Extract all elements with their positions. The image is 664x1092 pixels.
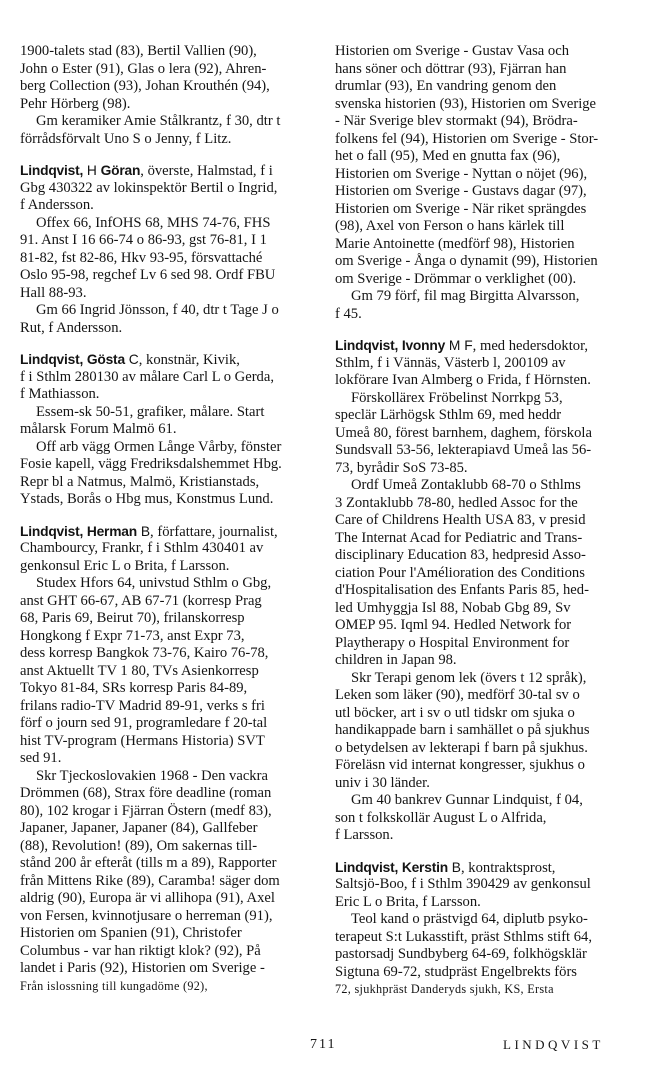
text-line: Ystads, Borås o Hbg mus, Konstmus Lund. xyxy=(20,491,274,507)
entry-surname: Lindqvist, xyxy=(335,859,399,875)
text-line: aldrig (90), Europa är vi allihopa (91), Axel xyxy=(20,890,275,906)
text-line: om Sverige - Ånga o dynamit (99), Historien xyxy=(335,253,598,269)
entry-kerstin xyxy=(335,859,631,999)
entry-given-name: Herman xyxy=(86,523,137,539)
text-line: Studex Hfors 64, univstud Sthlm o Gbg, xyxy=(36,575,272,591)
text-line: 1900-talets stad (83), Bertil Vallien (90), xyxy=(20,43,257,59)
page-number: 711 xyxy=(310,1037,337,1052)
entry-surname: Lindqvist, xyxy=(335,338,399,353)
text-line: Tokyo 81-84, SRs korresp Paris 84-89, xyxy=(20,680,248,696)
text-line: lokförare Ivan Almberg o Frida, f Hörnsten. xyxy=(335,372,591,388)
entry-heading xyxy=(335,859,631,877)
text-line: om Sverige - Drömmar o verklighet (00). xyxy=(335,270,577,287)
text-line: son t folkskollär August L o Alfrida, xyxy=(335,809,547,826)
entry-title: , konstnär, Kivik, xyxy=(138,352,240,368)
text-line: svenska historien (93), Historien om Sverige xyxy=(335,95,597,112)
entry-initial: M F xyxy=(445,338,473,353)
text-line: Gm 66 Ingrid Jönsson, f 40, dtr t Tage J o xyxy=(36,302,279,318)
text-line: f Andersson. xyxy=(20,197,94,213)
text-line: Drömmen (68), Strax före deadline (roman xyxy=(20,785,272,801)
text-line: Historien om Sverige - Nyttan o nöjet (96), xyxy=(335,165,588,182)
entry-title: , kontraktsprost, xyxy=(461,859,556,876)
text-line: Off arb vägg Ormen Långe Vårby, fönster xyxy=(36,438,282,455)
text-line: hans söner och döttrar (93), Fjärran han xyxy=(335,60,567,77)
entry-surname: Lindqvist, xyxy=(20,352,84,367)
text-line: 91. Anst I 16 66-74 o 86-93, gst 76-81, I 1 xyxy=(20,232,267,248)
text-line: Sundsvall 53-56, lekterapiavd Umeå las 56- xyxy=(335,442,592,458)
text-line: från Mittens Rike (89), Caramba! säger dom xyxy=(20,872,280,889)
text-line: målarsk Forum Malmö 61. xyxy=(20,421,177,437)
text-line: pastorsadj Sundbyberg 64-69, folkhögsklär xyxy=(335,946,587,962)
text-line: children in Japan 98. xyxy=(335,652,457,668)
text-line: von Fersen, kvinnotjusare o herreman (91), xyxy=(20,907,273,924)
text-line: folkens fel (94), Historien om Sverige - Stor- xyxy=(335,130,599,147)
text-line: disciplinary Education 83, hedpresid Asso- xyxy=(335,547,586,563)
text-line: (98), Axel von Ferson o hans kärlek till xyxy=(335,218,565,234)
text-line: anst Aktuellt TV 1 80, TVs Asienkorresp xyxy=(20,662,259,679)
text-line: Hall 88-93. xyxy=(20,284,87,301)
text-line: John o Ester (91), Glas o lera (92), Ahren- xyxy=(20,60,267,77)
text-line: o betydelsen av lekterapi f barn på sjukhus. xyxy=(335,739,588,756)
text-line: 72, sjukhpräst Danderyds sjukh, KS, Ersta xyxy=(335,982,554,996)
text-line: led Umhyggja Isl 88, Nobab Gbg 89, Sv xyxy=(335,599,571,616)
text-line: Fosie kapell, vägg Fredriksdalshemmet Hbg. xyxy=(20,456,282,472)
text-line: Essem-sk 50-51, grafiker, målare. Start xyxy=(36,403,265,420)
running-head: LINDQVIST xyxy=(503,1037,604,1052)
text-line: Chambourcy, Frankr, f i Sthlm 430401 av xyxy=(20,540,264,556)
entry-given-name: Kerstin xyxy=(401,859,448,875)
text-line: Saltsjö-Boo, f i Sthlm 390429 av genkonsul xyxy=(335,876,591,892)
entry-initial: C xyxy=(124,352,139,367)
text-line: Japaner, Japaner, Japaner (84), Gallfeber xyxy=(20,820,258,836)
text-line: Marie Antoinette (medförf 98), Historien xyxy=(335,235,575,252)
entry-title: , överste, Halmstad, f i xyxy=(140,163,273,179)
entry-given-name: Ivonny xyxy=(401,338,446,353)
text-line: genkonsul Eric L o Brita, f Larsson. xyxy=(20,557,230,574)
text-line: förf o journ sed 91, programledare f 20-tal xyxy=(20,715,268,731)
text-line: utl böcker, art i sv o utl tidskr om sjuka o xyxy=(335,704,575,721)
text-line: Sthlm, f i Vännäs, Västerb l, 200109 av xyxy=(335,354,566,371)
text-line: 80), 102 krogar i Fjärran Östern (medf 83), xyxy=(20,802,272,819)
text-line: Historien om Sverige - När riket sprängdes xyxy=(335,200,587,217)
text-line: Skr Terapi genom lek (övers t 12 språk), xyxy=(351,669,587,686)
text-line: handikappade barn i samhället o på sjukhus xyxy=(335,722,590,738)
entry-heading xyxy=(20,162,316,180)
entry-surname: Lindqvist, xyxy=(20,523,84,539)
text-line: 81-82, fst 82-86, Hkv 93-95, försvattaché xyxy=(20,249,263,266)
entry-initial: B xyxy=(137,523,151,539)
text-line: Columbus - var han riktigt klok? (92), På xyxy=(20,942,261,959)
text-line: - När Sverige blev stormakt (94), Brödra- xyxy=(335,113,578,129)
text-line: Offex 66, InfOHS 68, MHS 74-76, FHS xyxy=(36,214,271,231)
text-line: drumlar (93), En vandring genom den xyxy=(335,78,557,94)
text-line: Från islossning till kungadöme (92), xyxy=(20,978,208,993)
text-line: frilans radio-TV Madrid 89-91, verks s fri xyxy=(20,697,265,714)
text-line: Gbg 430322 av lokinspektör Bertil o Ingrid, xyxy=(20,179,278,196)
entry-heading xyxy=(20,351,316,369)
text-line: Historien om Spanien (91), Christofer xyxy=(20,925,242,941)
text-line: f 45. xyxy=(335,305,362,322)
text-line: sed 91. xyxy=(20,750,62,766)
text-line: 3 Zontaklubb 78-80, hedled Assoc for the xyxy=(335,494,578,511)
entry-initial: H xyxy=(86,163,101,178)
text-line: Gm 40 bankrev Gunnar Lindquist, f 04, xyxy=(351,792,583,808)
text-line: dess korresp Bangkok 73-76, Kairo 76-78, xyxy=(20,645,269,661)
text-line: 68, Paris 69, Beirut 70), frilanskorresp xyxy=(20,610,245,626)
text-line: Playtherapy o Hospital Environment for xyxy=(335,634,570,651)
text-line: stånd 200 år efteråt (tills m a 89), Rapporter xyxy=(20,855,277,871)
text-line: speclär Lärhögsk Sthlm 69, med heddr xyxy=(335,407,562,423)
text-line: Hongkong f Expr 71-73, anst Expr 73, xyxy=(20,627,245,644)
text-line: förrådsförvalt Uno S o Jenny, f Litz. xyxy=(20,130,232,147)
text-line: 73, byrådir SoS 73-85. xyxy=(335,459,468,476)
text-line: terapeut S:t Lukasstift, präst Sthlms stift 64, xyxy=(335,928,592,945)
text-line: anst GHT 66-67, AB 67-71 (korresp Prag xyxy=(20,592,262,609)
entry-surname: Lindqvist, xyxy=(20,163,84,178)
entry-given-name: Gösta xyxy=(86,352,125,367)
entry-heading xyxy=(20,523,316,541)
text-line: Oslo 95-98, regchef Lv 6 sed 98. Ordf FBU xyxy=(20,267,276,283)
entry-goran xyxy=(20,162,316,337)
text-line: The Internat Acad for Pediatric and Trans- xyxy=(335,529,583,546)
text-line: berg Collection (93), Johan Krouthén (94), xyxy=(20,78,270,94)
text-line: Föreläsn vid internat kongresser, sjukhus o xyxy=(335,757,585,773)
text-line: Rut, f Andersson. xyxy=(20,319,123,336)
text-line: Gm keramiker Amie Stålkrantz, f 30, dtr t xyxy=(36,113,281,129)
entry-ivonny xyxy=(335,337,631,845)
entry-gosta xyxy=(20,351,316,509)
text-line: Care of Childrens Health USA 83, v presid xyxy=(335,512,586,528)
entry-title: , författare, journalist, xyxy=(150,523,278,540)
text-line: het o fall (95), Med en gnutta fax (96), xyxy=(335,148,561,164)
text-line: Leken som läker (90), medförf 30-tal sv o xyxy=(335,687,580,703)
text-line: Pehr Hörberg (98). xyxy=(20,95,131,112)
text-line: univ i 30 länder. xyxy=(335,774,430,791)
left-column xyxy=(20,43,316,995)
entry-title: , med hedersdoktor, xyxy=(472,338,588,354)
text-line: Sigtuna 69-72, studpräst Engelbrekts förs xyxy=(335,963,577,980)
text-line: ciation Pour l'Amélioration des Conditions xyxy=(335,564,585,581)
text-line: f i Sthlm 280130 av målare Carl L o Gerda, xyxy=(20,368,274,385)
text-line: Gm 79 förf, fil mag Birgitta Alvarsson, xyxy=(351,288,580,304)
text-line: OMEP 95. Iqml 94. Hedled Network for xyxy=(335,617,572,633)
entry-heading xyxy=(335,337,631,355)
entry-initial: B xyxy=(447,859,461,875)
text-line: Repr bl a Natmus, Malmö, Kristianstads, xyxy=(20,473,260,490)
text-line: Eric L o Brita, f Larsson. xyxy=(335,893,481,910)
text-line: Teol kand o prästvigd 64, diplutb psyko- xyxy=(351,911,588,927)
text-line: Förskollärex Fröbelinst Norrkpg 53, xyxy=(351,389,563,406)
entry-given-name: Göran xyxy=(100,163,141,178)
text-line: Skr Tjeckoslovakien 1968 - Den vackra xyxy=(36,767,268,784)
text-line: Ordf Umeå Zontaklubb 68-70 o Sthlms xyxy=(351,477,581,493)
text-line: d'Hospitalisation des Enfants Paris 85, hed- xyxy=(335,582,589,598)
entry-herman xyxy=(20,523,316,996)
text-line: f Mathiasson. xyxy=(20,386,100,402)
right-column xyxy=(335,43,631,999)
text-line: (88), Revolution! (89), Om sakernas till- xyxy=(20,837,258,854)
text-line: Historien om Sverige - Gustavs dagar (97), xyxy=(335,183,587,199)
text-line: hist TV-program (Hermans Historia) SVT xyxy=(20,732,265,749)
text-line: Umeå 80, förest barnhem, daghem, förskola xyxy=(335,424,592,441)
text-line: Historien om Sverige - Gustav Vasa och xyxy=(335,43,569,59)
text-line: f Larsson. xyxy=(335,827,394,843)
text-line: landet i Paris (92), Historien om Sverige - xyxy=(20,960,265,976)
